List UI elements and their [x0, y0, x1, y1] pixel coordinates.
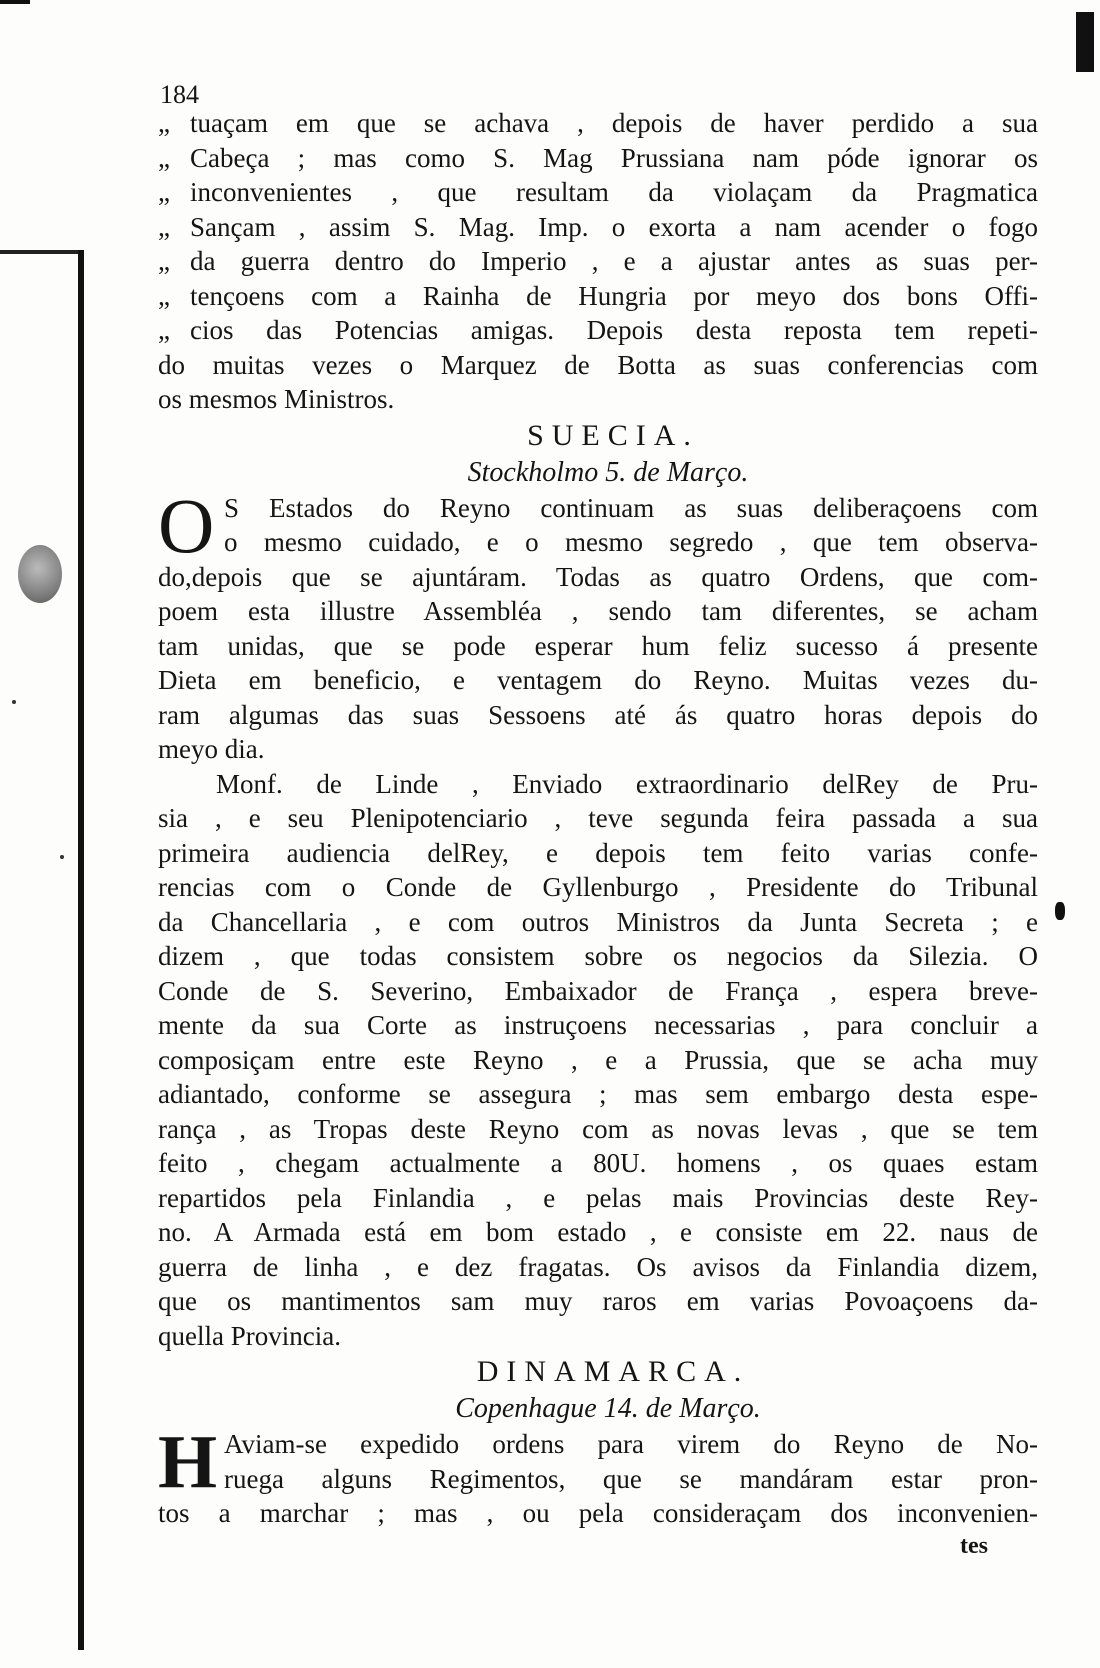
drop-cap: O: [158, 481, 215, 569]
text-line: Conde de S. Severino, Embaixador de França , espera breve-: [158, 975, 1038, 1006]
text-line: feito , chegam actualmente a 80U. homens , os quaes estam: [158, 1148, 1038, 1178]
scan-artifact: [1076, 12, 1094, 72]
text-line: S Estados do Reyno continuam as suas deliberaçoens com: [224, 492, 1038, 523]
text-line: guerra de linha , e dez fragatas. Os avisos da Finlandia dizem,: [158, 1251, 1038, 1282]
paragraph-suecia-2: [158, 767, 1038, 1354]
quoted-line: „ tençoens com a Rainha de Hungria por meyo dos bons Offi-: [158, 280, 1038, 311]
text-line: repartidos pela Finlandia , e pelas mais Provincias deste Rey-: [158, 1182, 1038, 1213]
quoted-line: „ tuaçam em que se achava , depois de haver perdido a sua: [158, 108, 1038, 138]
text-line: sia , e seu Plenipotenciario , teve segunda feira passada a sua: [158, 803, 1038, 833]
text-line: adiantado, conforme se assegura ; mas sem embargo desta espe-: [158, 1079, 1038, 1109]
text-line: ruega alguns Regimentos, que se mandáram estar pron-: [224, 1463, 1038, 1494]
text-line: primeira audiencia delRey, e depois tem feito varias confe-: [158, 837, 1038, 868]
text-line: da Chancellaria , e com outros Ministros da Junta Secreta ; e: [158, 906, 1038, 937]
quoted-line: „ Cabeça ; mas como S. Mag Prussiana nam póde ignorar os: [158, 142, 1038, 173]
text-line: do,depois que se ajuntáram. Todas as quatro Ordens, que com-: [158, 561, 1038, 592]
text-line: Aviam-se expedido ordens para virem do Reyno de No-: [224, 1429, 1038, 1459]
ink-speck: [1055, 902, 1065, 920]
section-heading-suecia: SUECIA.: [527, 418, 699, 452]
text-column: [158, 82, 1038, 1561]
text-line: poem esta illustre Assembléa , sendo tam diferentes, se acham: [158, 596, 1038, 626]
quoted-passage: [158, 106, 1038, 417]
text-line: rança , as Tropas deste Reyno com as novas levas , que se tem: [158, 1113, 1038, 1144]
page-number: 184: [160, 80, 199, 109]
text-line: tos a marchar ; mas , ou pela consideraçam dos inconvenien-: [158, 1498, 1038, 1528]
text-line: tam unidas, que se pode esperar hum feliz sucesso á presente: [158, 630, 1038, 661]
text-line: dizem , que todas consistem sobre os negocios da Silezia. O: [158, 941, 1038, 971]
text-line: ram algumas das suas Sessoens até ás quatro horas depois do: [158, 699, 1038, 730]
paragraph-dinamarca-1: [158, 1420, 1038, 1531]
text-line: quella Provincia.: [158, 1320, 341, 1351]
text-line: Monf. de Linde , Enviado extraordinario delRey de Pru-: [216, 768, 1038, 799]
section-heading-dinamarca: DINAMARCA.: [476, 1355, 750, 1388]
text-line: meyo dia.: [158, 734, 265, 764]
dateline-copenhague: Copenhague 14. de Março.: [455, 1393, 761, 1424]
quoted-line: „ cios das Potencias amigas. Depois desta reposta tem repeti-: [158, 315, 1038, 345]
text-line: do muitas vezes o Marquez de Botta as suas conferencias com: [158, 349, 1038, 380]
binding-hole: [18, 545, 62, 603]
dateline-stockholmo: Stockholmo 5. de Março.: [467, 456, 749, 488]
text-line: rencias com o Conde de Gyllenburgo , Presidente do Tribunal: [158, 872, 1038, 902]
quoted-line: „ da guerra dentro do Imperio , e a ajustar antes as suas per-: [158, 246, 1038, 276]
text-line: Dieta em beneficio, e ventagem do Reyno. Muitas vezes du-: [158, 665, 1038, 695]
text-line: no. A Armada está em bom estado , e consiste em 22. naus de: [158, 1217, 1038, 1247]
text-line: composiçam entre este Reyno , e a Prussia, que se acha muy: [158, 1044, 1038, 1075]
text-line: o mesmo cuidado, e o mesmo segredo , que tem observa-: [224, 527, 1038, 557]
quoted-line: „ Sançam , assim S. Mag. Imp. o exorta a nam acender o fogo: [158, 211, 1038, 242]
ink-speck: [60, 855, 64, 859]
quoted-line: „ inconvenientes , que resultam da violaçam da Pragmatica: [158, 177, 1038, 207]
scan-artifact: [0, 0, 30, 4]
binding-edge: [78, 250, 84, 1650]
paragraph-suecia-1: [158, 481, 1038, 767]
scan-artifact: [0, 250, 84, 254]
text-line: os mesmos Ministros.: [158, 384, 395, 414]
ink-speck: [12, 700, 16, 704]
text-line: mente da sua Corte as instruçoens necessarias , para concluir a: [158, 1010, 1038, 1040]
drop-cap: H: [158, 1420, 218, 1504]
catchword: tes: [960, 1532, 988, 1559]
text-line: que os mantimentos sam muy raros em varias Povoaçoens da-: [158, 1286, 1038, 1316]
